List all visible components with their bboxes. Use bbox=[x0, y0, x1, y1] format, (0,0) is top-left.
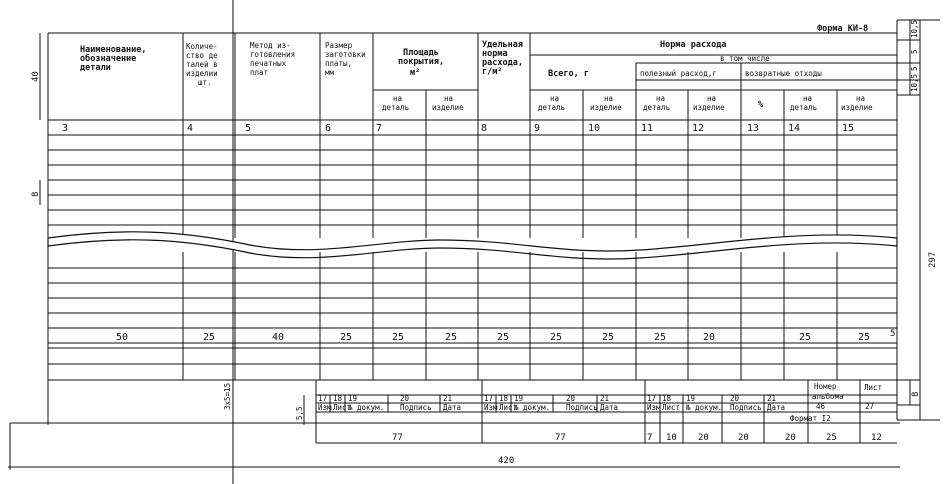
title-block-label: № докум. bbox=[348, 403, 385, 412]
column-width: 25 bbox=[654, 332, 667, 343]
album-label: Номер bbox=[814, 382, 837, 391]
dim-header-height: 40 bbox=[31, 71, 41, 82]
header-method-line: Метод из- bbox=[250, 41, 291, 50]
header-name-line: детали bbox=[80, 63, 111, 73]
sheet-label: Лист bbox=[864, 383, 883, 392]
dim-lower-left2: 5,5 bbox=[295, 406, 304, 420]
dim-second: 77 bbox=[555, 433, 566, 443]
dim-tail-value: 20 bbox=[785, 433, 796, 443]
header-name-line: обозначение bbox=[80, 54, 137, 64]
header-size bbox=[325, 41, 366, 77]
header-method-line: печатных bbox=[250, 59, 287, 68]
title-block-number: 17 bbox=[647, 394, 657, 403]
sub-percent: % bbox=[758, 100, 764, 110]
column-width: 25 bbox=[340, 332, 353, 343]
dim-top-right: 5 bbox=[910, 49, 919, 54]
column-width: 25 bbox=[858, 332, 871, 343]
sub-product: на bbox=[856, 94, 866, 103]
header-method bbox=[250, 41, 295, 77]
header-specific-line: Удельная bbox=[482, 40, 523, 50]
area-product-line: на bbox=[444, 94, 454, 103]
header-norm: Норма расхода bbox=[660, 40, 727, 50]
column-number: 3 bbox=[62, 123, 69, 134]
column-width: 25 bbox=[203, 332, 216, 343]
header-size-line: Размер bbox=[325, 41, 353, 50]
title-block-label: Лист bbox=[333, 403, 352, 412]
title-block-label: № докум. bbox=[686, 403, 723, 412]
title-block-label: Дата bbox=[443, 403, 462, 412]
title-block-number: 20 bbox=[566, 394, 576, 403]
column-width: 25 bbox=[799, 332, 812, 343]
sub-detail: деталь bbox=[790, 103, 818, 112]
header-area-line: м² bbox=[410, 68, 421, 78]
header-specific-line: расхода, bbox=[482, 58, 523, 68]
dim-tail-value: 25 bbox=[826, 433, 837, 443]
area-product-line: изделие bbox=[432, 103, 464, 112]
title-block-number: 19 bbox=[686, 394, 696, 403]
dim-lower-left: 3x5=15 bbox=[223, 382, 232, 410]
sub-detail: на bbox=[550, 94, 560, 103]
column-number: 5 bbox=[245, 123, 252, 134]
row-lines-top bbox=[48, 135, 897, 225]
header-useful: полезный расход,г bbox=[640, 69, 717, 78]
sub-detail: деталь bbox=[538, 103, 566, 112]
dim-first: 77 bbox=[392, 433, 403, 443]
dim-tail-value: 10 bbox=[666, 433, 677, 443]
row-lines-bottom bbox=[48, 268, 897, 380]
column-number: 15 bbox=[842, 123, 855, 134]
dim-top-right: 5 bbox=[910, 66, 919, 71]
title-block-label: Лист bbox=[499, 403, 518, 412]
header-size-line: платы, bbox=[325, 59, 353, 68]
title-block-label: Дата bbox=[767, 403, 786, 412]
header-specific-line: норма bbox=[482, 49, 508, 59]
break-wave bbox=[48, 232, 897, 259]
title-block-number: 19 bbox=[348, 394, 358, 403]
sub-product: на bbox=[604, 94, 614, 103]
column-number: 6 bbox=[325, 123, 332, 134]
format-label: Формат I2 bbox=[790, 414, 831, 423]
header-qty-line: талей в bbox=[186, 60, 218, 69]
dim-tail-value: 20 bbox=[738, 433, 749, 443]
dim-tail-value: 12 bbox=[871, 433, 882, 443]
sub-detail: деталь bbox=[643, 103, 671, 112]
dim-right-block: 8 bbox=[911, 391, 921, 397]
sub-product: на bbox=[707, 94, 717, 103]
column-number: 11 bbox=[641, 123, 654, 134]
header-method-line: готовления bbox=[250, 50, 296, 59]
title-block-label: Изм bbox=[484, 403, 498, 412]
column-number: 9 bbox=[534, 123, 541, 134]
title-block-label: Подпись bbox=[566, 403, 598, 412]
header-qty-line: ство де bbox=[186, 51, 218, 60]
area-detail-line: деталь bbox=[382, 103, 410, 112]
form-label: Форма КИ-8 bbox=[817, 24, 869, 34]
header-qty-line: изделии bbox=[186, 69, 218, 78]
title-block-label: Подпись bbox=[730, 403, 762, 412]
column-number: 8 bbox=[481, 123, 488, 134]
sub-detail: на bbox=[803, 94, 813, 103]
column-width: 40 bbox=[272, 332, 285, 343]
column-width: 25 bbox=[392, 332, 405, 343]
sub-product: изделие bbox=[841, 103, 873, 112]
sub-headers bbox=[538, 94, 873, 112]
header-method-line: плат bbox=[250, 68, 269, 77]
title-block-label: Изм bbox=[318, 403, 332, 412]
title-block-number: 21 bbox=[767, 394, 777, 403]
dim-row-height: 8 bbox=[31, 191, 41, 197]
column-width: 50 bbox=[116, 332, 129, 343]
column-number: 12 bbox=[692, 123, 705, 134]
column-number-row bbox=[62, 123, 854, 134]
title-block-number: 20 bbox=[400, 394, 410, 403]
header-area-line: Площадь bbox=[403, 48, 439, 58]
title-block-label: Изм bbox=[647, 403, 661, 412]
dim-tail-value: 20 bbox=[698, 433, 709, 443]
column-width: 25 bbox=[550, 332, 563, 343]
album-label: альбома bbox=[812, 392, 844, 401]
header-name bbox=[80, 45, 147, 73]
title-block-label: № докум. bbox=[514, 403, 551, 412]
column-number: 14 bbox=[788, 123, 801, 134]
column-width: 25 bbox=[497, 332, 510, 343]
title-block-number: 21 bbox=[600, 394, 610, 403]
sub-product: изделие bbox=[590, 103, 622, 112]
header-area bbox=[382, 48, 464, 112]
title-block-number: 18 bbox=[662, 394, 672, 403]
header-waste: возвратные отходы bbox=[745, 69, 822, 78]
title-block-label: Дата bbox=[600, 403, 619, 412]
title-block-number: 20 bbox=[730, 394, 740, 403]
title-block-number: 17 bbox=[484, 394, 494, 403]
dim-total: 420 bbox=[498, 456, 515, 466]
dim-tail-value: 7 bbox=[647, 433, 653, 443]
title-block-number: 18 bbox=[499, 394, 509, 403]
album-value: 46 bbox=[816, 402, 826, 411]
title-block-label: Лист bbox=[662, 403, 681, 412]
sub-product: изделие bbox=[693, 103, 725, 112]
title-block-number: 17 bbox=[318, 394, 328, 403]
header-total: Всего, г bbox=[548, 69, 589, 79]
title-block-label: Подпись bbox=[400, 403, 432, 412]
title-block-number: 18 bbox=[333, 394, 343, 403]
header-specific-line: г/м² bbox=[482, 67, 503, 77]
title-block-number: 21 bbox=[443, 394, 453, 403]
header-qty-line: Количе- bbox=[186, 42, 218, 51]
column-number: 7 bbox=[376, 123, 383, 134]
dim-right-total: 297 bbox=[928, 251, 938, 268]
column-number: 4 bbox=[187, 123, 194, 134]
header-area-line: покрытия, bbox=[398, 57, 445, 67]
title-block-number: 19 bbox=[514, 394, 524, 403]
column-width: 20 bbox=[703, 332, 716, 343]
dim-top-right: 10,5 bbox=[910, 19, 919, 38]
sheet-value: 27 bbox=[865, 402, 875, 411]
column-width: 25 bbox=[445, 332, 458, 343]
dim-right-5: 5 bbox=[890, 329, 896, 339]
sub-detail: на bbox=[656, 94, 666, 103]
column-width: 25 bbox=[602, 332, 615, 343]
column-number: 10 bbox=[588, 123, 601, 134]
header-qty-line: шт. bbox=[198, 78, 212, 87]
column-number: 13 bbox=[747, 123, 760, 134]
column-width-row bbox=[116, 332, 870, 343]
header-size-line: мм bbox=[325, 68, 335, 77]
header-size-line: заготовки bbox=[325, 50, 366, 59]
header-qty bbox=[186, 42, 218, 87]
header-name-line: Наименование, bbox=[80, 45, 147, 55]
area-detail-line: на bbox=[393, 94, 403, 103]
column-lines-bottom bbox=[183, 252, 837, 380]
dim-top-right: 10,5 bbox=[910, 73, 919, 92]
header-including: в том числе bbox=[720, 54, 770, 63]
header-specific bbox=[482, 40, 523, 77]
